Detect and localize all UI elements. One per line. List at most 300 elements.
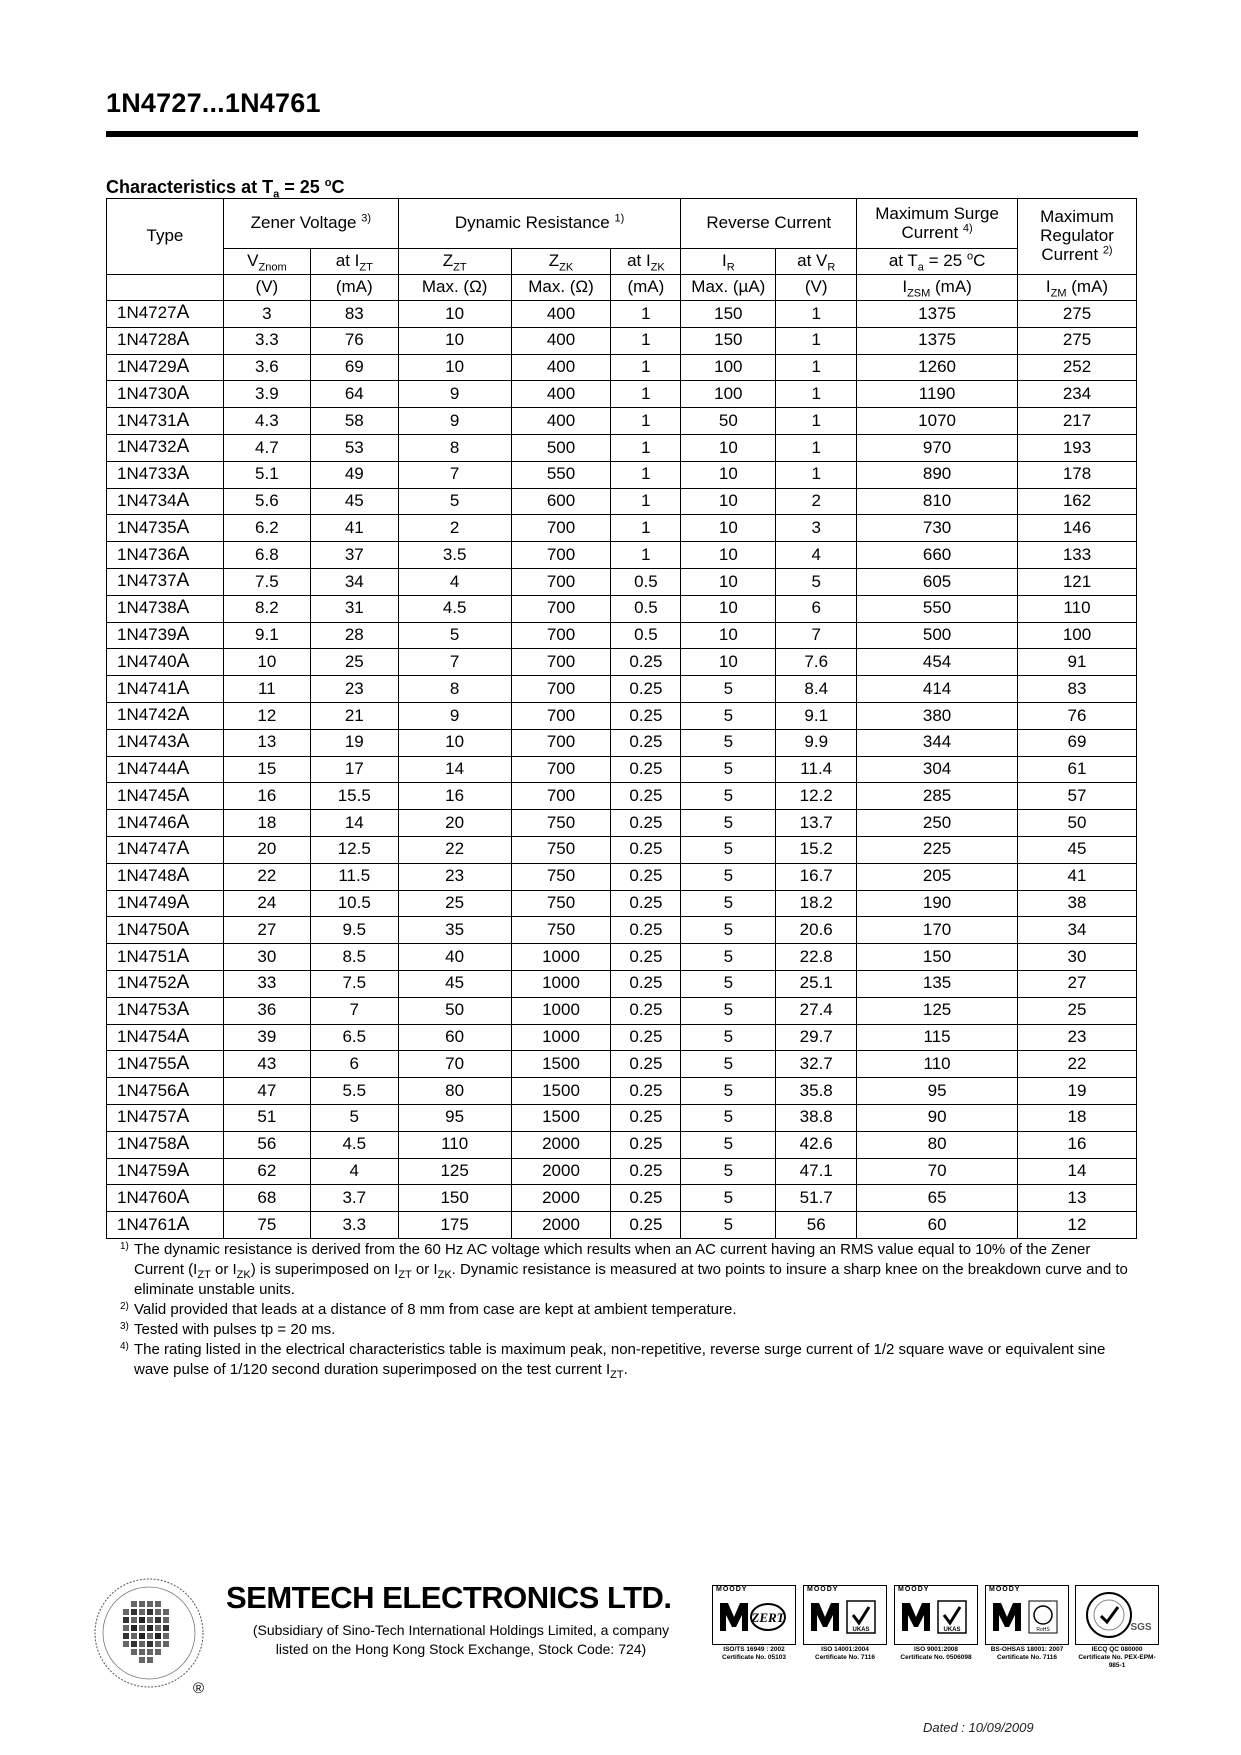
cell-izm: 162 xyxy=(1018,488,1137,515)
cell-izsm: 1260 xyxy=(857,354,1018,381)
cell-vr: 20.6 xyxy=(776,917,857,944)
table-row xyxy=(107,1051,1137,1078)
cell-izk: 1 xyxy=(611,301,681,328)
cell-izm: 76 xyxy=(1018,702,1137,729)
cell-zzt: 150 xyxy=(398,1185,511,1212)
cell-izsm: 65 xyxy=(857,1185,1018,1212)
cell-zzk: 600 xyxy=(511,488,611,515)
cell-vz: 47 xyxy=(223,1078,310,1105)
moody-ukas-icon xyxy=(809,1597,879,1637)
cell-izk: 1 xyxy=(611,542,681,569)
cell-ir: 100 xyxy=(681,354,776,381)
cell-izk: 0.25 xyxy=(611,863,681,890)
cell-izsm: 1190 xyxy=(857,381,1018,408)
cell-izm: 275 xyxy=(1018,301,1137,328)
cell-izm: 193 xyxy=(1018,434,1137,461)
cell-zzk: 700 xyxy=(511,542,611,569)
cell-ir: 5 xyxy=(681,890,776,917)
cell-type: 1N4751A xyxy=(107,944,224,971)
cell-izt: 8.5 xyxy=(310,944,398,971)
cell-izk: 0.25 xyxy=(611,970,681,997)
characteristics-table xyxy=(106,198,1137,1239)
header-zener-voltage: Zener Voltage $^{3)}$ xyxy=(223,199,398,249)
sgs-icon xyxy=(1079,1588,1155,1642)
header-type: Type xyxy=(107,199,224,275)
cell-izt: 34 xyxy=(310,568,398,595)
cell-zzt: 3.5 xyxy=(398,542,511,569)
cell-zzk: 2000 xyxy=(511,1212,611,1239)
cell-izt: 5.5 xyxy=(310,1078,398,1105)
cell-izsm: 80 xyxy=(857,1131,1018,1158)
cell-zzt: 10 xyxy=(398,729,511,756)
cell-vr: 38.8 xyxy=(776,1104,857,1131)
table-row xyxy=(107,676,1137,703)
cell-izt: 3.7 xyxy=(310,1185,398,1212)
unit-izt: (mA) xyxy=(310,275,398,301)
cell-vz: 15 xyxy=(223,756,310,783)
table-row xyxy=(107,1104,1137,1131)
table-row xyxy=(107,1185,1137,1212)
cell-ir: 5 xyxy=(681,1024,776,1051)
cell-zzk: 1500 xyxy=(511,1078,611,1105)
cell-izsm: 170 xyxy=(857,917,1018,944)
cell-vz: 24 xyxy=(223,890,310,917)
cell-izm: 69 xyxy=(1018,729,1137,756)
cell-zzt: 2 xyxy=(398,515,511,542)
cell-izsm: 70 xyxy=(857,1158,1018,1185)
cell-izsm: 110 xyxy=(857,1051,1018,1078)
cell-vr: 16.7 xyxy=(776,863,857,890)
cell-ir: 5 xyxy=(681,1212,776,1239)
cell-izm: 45 xyxy=(1018,836,1137,863)
cell-izsm: 550 xyxy=(857,595,1018,622)
cell-zzk: 700 xyxy=(511,756,611,783)
cell-izsm: 1375 xyxy=(857,301,1018,328)
cell-izk: 1 xyxy=(611,515,681,542)
table-row xyxy=(107,595,1137,622)
cell-izsm: 205 xyxy=(857,863,1018,890)
cell-ir: 5 xyxy=(681,1185,776,1212)
cell-vz: 56 xyxy=(223,1131,310,1158)
cell-ir: 50 xyxy=(681,408,776,435)
unit-izk: (mA) xyxy=(611,275,681,301)
cell-izt: 12.5 xyxy=(310,836,398,863)
header-izt: at $I_{ZT}$ xyxy=(310,249,398,275)
table-row xyxy=(107,622,1137,649)
cell-vr: 32.7 xyxy=(776,1051,857,1078)
cell-type: 1N4759A xyxy=(107,1158,224,1185)
cell-type: 1N4735A xyxy=(107,515,224,542)
unit-zzt: Max. (Ω) xyxy=(398,275,511,301)
cell-ir: 5 xyxy=(681,944,776,971)
cell-zzt: 10 xyxy=(398,354,511,381)
cell-izsm: 250 xyxy=(857,810,1018,837)
table-row xyxy=(107,1024,1137,1051)
cell-ir: 5 xyxy=(681,997,776,1024)
cell-izk: 0.25 xyxy=(611,649,681,676)
cell-izt: 41 xyxy=(310,515,398,542)
cell-type: 1N4756A xyxy=(107,1078,224,1105)
cell-izk: 0.25 xyxy=(611,917,681,944)
header-zzk: $Z_{ZK}$ xyxy=(511,249,611,275)
cell-izm: 22 xyxy=(1018,1051,1137,1078)
cell-izsm: 285 xyxy=(857,783,1018,810)
cell-izt: 10.5 xyxy=(310,890,398,917)
cell-type: 1N4753A xyxy=(107,997,224,1024)
cell-vr: 2 xyxy=(776,488,857,515)
cell-izm: 61 xyxy=(1018,756,1137,783)
cell-zzk: 700 xyxy=(511,676,611,703)
cell-izm: 30 xyxy=(1018,944,1137,971)
table-row xyxy=(107,381,1137,408)
cell-zzk: 750 xyxy=(511,917,611,944)
cell-izt: 31 xyxy=(310,595,398,622)
cell-izt: 17 xyxy=(310,756,398,783)
cell-type: 1N4749A xyxy=(107,890,224,917)
cell-zzt: 9 xyxy=(398,702,511,729)
cert-badge: MOODY RoHS BS-OHSAS 18001: 2007 Certificate No. 7116 xyxy=(985,1585,1069,1665)
cell-izt: 14 xyxy=(310,810,398,837)
cell-type: 1N4727A xyxy=(107,301,224,328)
cell-izm: 146 xyxy=(1018,515,1137,542)
cell-zzt: 125 xyxy=(398,1158,511,1185)
table-row xyxy=(107,1158,1137,1185)
cell-izk: 0.25 xyxy=(611,1131,681,1158)
cell-izsm: 454 xyxy=(857,649,1018,676)
table-row xyxy=(107,488,1137,515)
unit-ir: Max. (µA) xyxy=(681,275,776,301)
table-row xyxy=(107,327,1137,354)
cell-izm: 110 xyxy=(1018,595,1137,622)
cell-izm: 19 xyxy=(1018,1078,1137,1105)
cell-vz: 6.8 xyxy=(223,542,310,569)
header-vr: at $V_R$ xyxy=(776,249,857,275)
cell-vr: 4 xyxy=(776,542,857,569)
cell-izk: 1 xyxy=(611,408,681,435)
unit-vz: (V) xyxy=(223,275,310,301)
cell-izsm: 225 xyxy=(857,836,1018,863)
cell-izt: 76 xyxy=(310,327,398,354)
cell-izm: 252 xyxy=(1018,354,1137,381)
cell-ir: 10 xyxy=(681,568,776,595)
svg-text:RoHS: RoHS xyxy=(1036,1627,1050,1633)
cell-ir: 5 xyxy=(681,729,776,756)
cell-izt: 15.5 xyxy=(310,783,398,810)
cell-ir: 150 xyxy=(681,301,776,328)
moody-ukas-icon xyxy=(900,1597,970,1637)
header-ta: at $T_a = 25$ $^o$C xyxy=(857,249,1018,275)
cell-vz: 5.1 xyxy=(223,461,310,488)
table-row xyxy=(107,944,1137,971)
cert-badge: MOODY UKAS ISO 9001:2008 Certificate No. 0506098 xyxy=(894,1585,978,1665)
cell-vr: 27.4 xyxy=(776,997,857,1024)
cell-zzt: 7 xyxy=(398,461,511,488)
cell-type: 1N4731A xyxy=(107,408,224,435)
table-row xyxy=(107,542,1137,569)
cell-izt: 7 xyxy=(310,997,398,1024)
cell-zzt: 5 xyxy=(398,488,511,515)
table-row xyxy=(107,408,1137,435)
cell-vz: 30 xyxy=(223,944,310,971)
cell-izk: 0.25 xyxy=(611,1185,681,1212)
cell-zzk: 1500 xyxy=(511,1051,611,1078)
cell-izk: 0.25 xyxy=(611,1104,681,1131)
cell-zzk: 700 xyxy=(511,568,611,595)
cell-ir: 10 xyxy=(681,434,776,461)
cell-izm: 217 xyxy=(1018,408,1137,435)
cell-vz: 36 xyxy=(223,997,310,1024)
title-rule xyxy=(106,131,1138,137)
cell-ir: 5 xyxy=(681,676,776,703)
cell-type: 1N4737A xyxy=(107,568,224,595)
cell-vr: 1 xyxy=(776,434,857,461)
cell-ir: 10 xyxy=(681,542,776,569)
cell-izm: 83 xyxy=(1018,676,1137,703)
table-row xyxy=(107,702,1137,729)
cell-vr: 1 xyxy=(776,301,857,328)
cell-izsm: 970 xyxy=(857,434,1018,461)
table-row xyxy=(107,890,1137,917)
cell-izm: 133 xyxy=(1018,542,1137,569)
cell-zzk: 2000 xyxy=(511,1158,611,1185)
section-title: Characteristics at $T_a = 25$ $^o$C xyxy=(106,177,345,201)
svg-text:UKAS: UKAS xyxy=(852,1627,870,1633)
cell-izm: 178 xyxy=(1018,461,1137,488)
cell-zzk: 1000 xyxy=(511,944,611,971)
cell-izt: 53 xyxy=(310,434,398,461)
cell-izm: 121 xyxy=(1018,568,1137,595)
cell-izk: 0.5 xyxy=(611,568,681,595)
cell-vz: 8.2 xyxy=(223,595,310,622)
cell-izm: 38 xyxy=(1018,890,1137,917)
cell-vr: 18.2 xyxy=(776,890,857,917)
table-row xyxy=(107,301,1137,328)
cert-badge: MOODY ZERT ISO/TS 16949 : 2002 Certificate No. 05103 xyxy=(712,1585,796,1665)
cell-type: 1N4745A xyxy=(107,783,224,810)
cell-zzt: 22 xyxy=(398,836,511,863)
cell-vz: 3 xyxy=(223,301,310,328)
cell-type: 1N4733A xyxy=(107,461,224,488)
cell-vz: 43 xyxy=(223,1051,310,1078)
cell-type: 1N4755A xyxy=(107,1051,224,1078)
cell-izk: 0.25 xyxy=(611,1024,681,1051)
moody-ohsas-icon xyxy=(991,1597,1061,1637)
cell-izsm: 125 xyxy=(857,997,1018,1024)
cell-vz: 11 xyxy=(223,676,310,703)
cell-type: 1N4761A xyxy=(107,1212,224,1239)
cell-zzk: 550 xyxy=(511,461,611,488)
header-dynamic-resistance: Dynamic Resistance $^{1)}$ xyxy=(398,199,681,249)
cell-izt: 5 xyxy=(310,1104,398,1131)
cell-ir: 10 xyxy=(681,649,776,676)
cell-vz: 20 xyxy=(223,836,310,863)
semtech-logo-icon xyxy=(93,1577,205,1689)
cell-izm: 275 xyxy=(1018,327,1137,354)
header-vz: $V_{Znom}$ xyxy=(223,249,310,275)
table-row xyxy=(107,434,1137,461)
certification-badges xyxy=(712,1585,1156,1680)
cell-izk: 0.5 xyxy=(611,622,681,649)
cell-vz: 10 xyxy=(223,649,310,676)
cell-vr: 22.8 xyxy=(776,944,857,971)
company-subsidiary-note: (Subsidiary of Sino-Tech International Holdings Limited, a company listed on the Hong Kong Stock Exchange, Stock Code: 724) xyxy=(252,1622,670,1657)
cell-ir: 5 xyxy=(681,783,776,810)
cell-zzt: 110 xyxy=(398,1131,511,1158)
cell-vz: 33 xyxy=(223,970,310,997)
header-max-regulator: Maximum Regulator Current $^{2)}$ xyxy=(1018,199,1137,275)
cell-vr: 15.2 xyxy=(776,836,857,863)
cell-izm: 23 xyxy=(1018,1024,1137,1051)
cell-izsm: 135 xyxy=(857,970,1018,997)
cell-izk: 1 xyxy=(611,488,681,515)
cell-vz: 4.3 xyxy=(223,408,310,435)
cell-izt: 6 xyxy=(310,1051,398,1078)
cell-zzk: 400 xyxy=(511,301,611,328)
cell-izm: 57 xyxy=(1018,783,1137,810)
cell-izt: 3.3 xyxy=(310,1212,398,1239)
footnote-4: 4) The rating listed in the electrical characteristics table is maximum peak, non-repetitive, reverse surge current of 1/2 square wave or equivalent sine wave pulse of 1/120 second duration superimposed on the test current $I_{ZT}$. xyxy=(120,1341,1106,1381)
cell-ir: 5 xyxy=(681,1104,776,1131)
cell-izm: 14 xyxy=(1018,1158,1137,1185)
cell-zzk: 1000 xyxy=(511,997,611,1024)
cell-ir: 10 xyxy=(681,595,776,622)
cell-izk: 0.25 xyxy=(611,702,681,729)
cell-izk: 1 xyxy=(611,327,681,354)
cell-izm: 50 xyxy=(1018,810,1137,837)
table-row xyxy=(107,783,1137,810)
cell-izk: 0.25 xyxy=(611,810,681,837)
cell-type: 1N4747A xyxy=(107,836,224,863)
table-row xyxy=(107,461,1137,488)
cell-vr: 1 xyxy=(776,381,857,408)
cell-zzk: 700 xyxy=(511,783,611,810)
cell-vz: 4.7 xyxy=(223,434,310,461)
cell-vz: 68 xyxy=(223,1185,310,1212)
cell-izsm: 344 xyxy=(857,729,1018,756)
cell-zzt: 9 xyxy=(398,381,511,408)
table-row xyxy=(107,836,1137,863)
table-row xyxy=(107,354,1137,381)
cell-zzk: 400 xyxy=(511,381,611,408)
cell-type: 1N4730A xyxy=(107,381,224,408)
cell-izt: 83 xyxy=(310,301,398,328)
cell-zzk: 500 xyxy=(511,434,611,461)
cell-izsm: 810 xyxy=(857,488,1018,515)
cell-ir: 5 xyxy=(681,1078,776,1105)
cell-izm: 27 xyxy=(1018,970,1137,997)
cell-izsm: 730 xyxy=(857,515,1018,542)
cell-izk: 0.5 xyxy=(611,595,681,622)
cell-vz: 3.3 xyxy=(223,327,310,354)
cell-zzk: 2000 xyxy=(511,1131,611,1158)
cell-zzt: 95 xyxy=(398,1104,511,1131)
cell-vz: 22 xyxy=(223,863,310,890)
footnotes xyxy=(120,1240,1130,1380)
unit-type xyxy=(107,275,224,301)
cell-vz: 3.6 xyxy=(223,354,310,381)
cell-ir: 5 xyxy=(681,1131,776,1158)
cell-izm: 25 xyxy=(1018,997,1137,1024)
cell-izm: 12 xyxy=(1018,1212,1137,1239)
cell-type: 1N4743A xyxy=(107,729,224,756)
cell-vr: 1 xyxy=(776,354,857,381)
cell-izk: 0.25 xyxy=(611,836,681,863)
table-row xyxy=(107,568,1137,595)
cell-vr: 29.7 xyxy=(776,1024,857,1051)
table-row xyxy=(107,515,1137,542)
cell-izt: 6.5 xyxy=(310,1024,398,1051)
cell-type: 1N4741A xyxy=(107,676,224,703)
cell-zzk: 700 xyxy=(511,702,611,729)
table-row xyxy=(107,970,1137,997)
cell-vr: 47.1 xyxy=(776,1158,857,1185)
cell-izt: 58 xyxy=(310,408,398,435)
cell-izt: 9.5 xyxy=(310,917,398,944)
cell-izsm: 414 xyxy=(857,676,1018,703)
cell-izk: 0.25 xyxy=(611,783,681,810)
cell-vz: 12 xyxy=(223,702,310,729)
footnote-1: 1) The dynamic resistance is derived from the 60 Hz AC voltage which results when an AC current having an RMS value equal to 10% of the Zener Current ($I_{ZT}$ or $I_{ZK}$) is superimposed on $I_{ZT}$ or $I_{ZK}$. Dynamic resistance is measured at two points to insure a sharp knee on the breakdown curve and to eliminate unstable units. xyxy=(120,1241,1128,1298)
cell-izm: 16 xyxy=(1018,1131,1137,1158)
cell-zzt: 35 xyxy=(398,917,511,944)
cell-vr: 51.7 xyxy=(776,1185,857,1212)
cell-ir: 5 xyxy=(681,836,776,863)
header-izk: at $I_{ZK}$ xyxy=(611,249,681,275)
table-row xyxy=(107,649,1137,676)
cell-izt: 69 xyxy=(310,354,398,381)
cell-izt: 4.5 xyxy=(310,1131,398,1158)
cell-izk: 0.25 xyxy=(611,729,681,756)
table-row xyxy=(107,917,1137,944)
cell-vz: 5.6 xyxy=(223,488,310,515)
cell-vr: 56 xyxy=(776,1212,857,1239)
cell-zzt: 14 xyxy=(398,756,511,783)
cell-type: 1N4752A xyxy=(107,970,224,997)
cell-zzk: 750 xyxy=(511,810,611,837)
cell-vz: 62 xyxy=(223,1158,310,1185)
cell-vz: 16 xyxy=(223,783,310,810)
cell-zzt: 16 xyxy=(398,783,511,810)
cell-zzt: 4 xyxy=(398,568,511,595)
table-row xyxy=(107,810,1137,837)
cell-izt: 7.5 xyxy=(310,970,398,997)
cell-izsm: 150 xyxy=(857,944,1018,971)
cell-izt: 25 xyxy=(310,649,398,676)
cell-type: 1N4729A xyxy=(107,354,224,381)
cell-izsm: 95 xyxy=(857,1078,1018,1105)
cell-vr: 7 xyxy=(776,622,857,649)
cell-zzt: 40 xyxy=(398,944,511,971)
cell-vr: 5 xyxy=(776,568,857,595)
unit-izsm: $I_{ZSM}$ (mA) xyxy=(857,275,1018,301)
cell-vz: 27 xyxy=(223,917,310,944)
cell-izm: 34 xyxy=(1018,917,1137,944)
unit-zzk: Max. (Ω) xyxy=(511,275,611,301)
cell-ir: 5 xyxy=(681,702,776,729)
cert-badge: SGS IECQ QC 080000 Certificate No. PEX-EPM-985-1 xyxy=(1075,1585,1159,1665)
cell-izt: 19 xyxy=(310,729,398,756)
cell-ir: 5 xyxy=(681,1158,776,1185)
cell-ir: 5 xyxy=(681,970,776,997)
header-zzt: $Z_{ZT}$ xyxy=(398,249,511,275)
cell-izsm: 60 xyxy=(857,1212,1018,1239)
cell-vr: 1 xyxy=(776,327,857,354)
cell-vr: 3 xyxy=(776,515,857,542)
cell-izk: 1 xyxy=(611,434,681,461)
cell-zzt: 4.5 xyxy=(398,595,511,622)
cell-vr: 1 xyxy=(776,461,857,488)
cell-izt: 37 xyxy=(310,542,398,569)
